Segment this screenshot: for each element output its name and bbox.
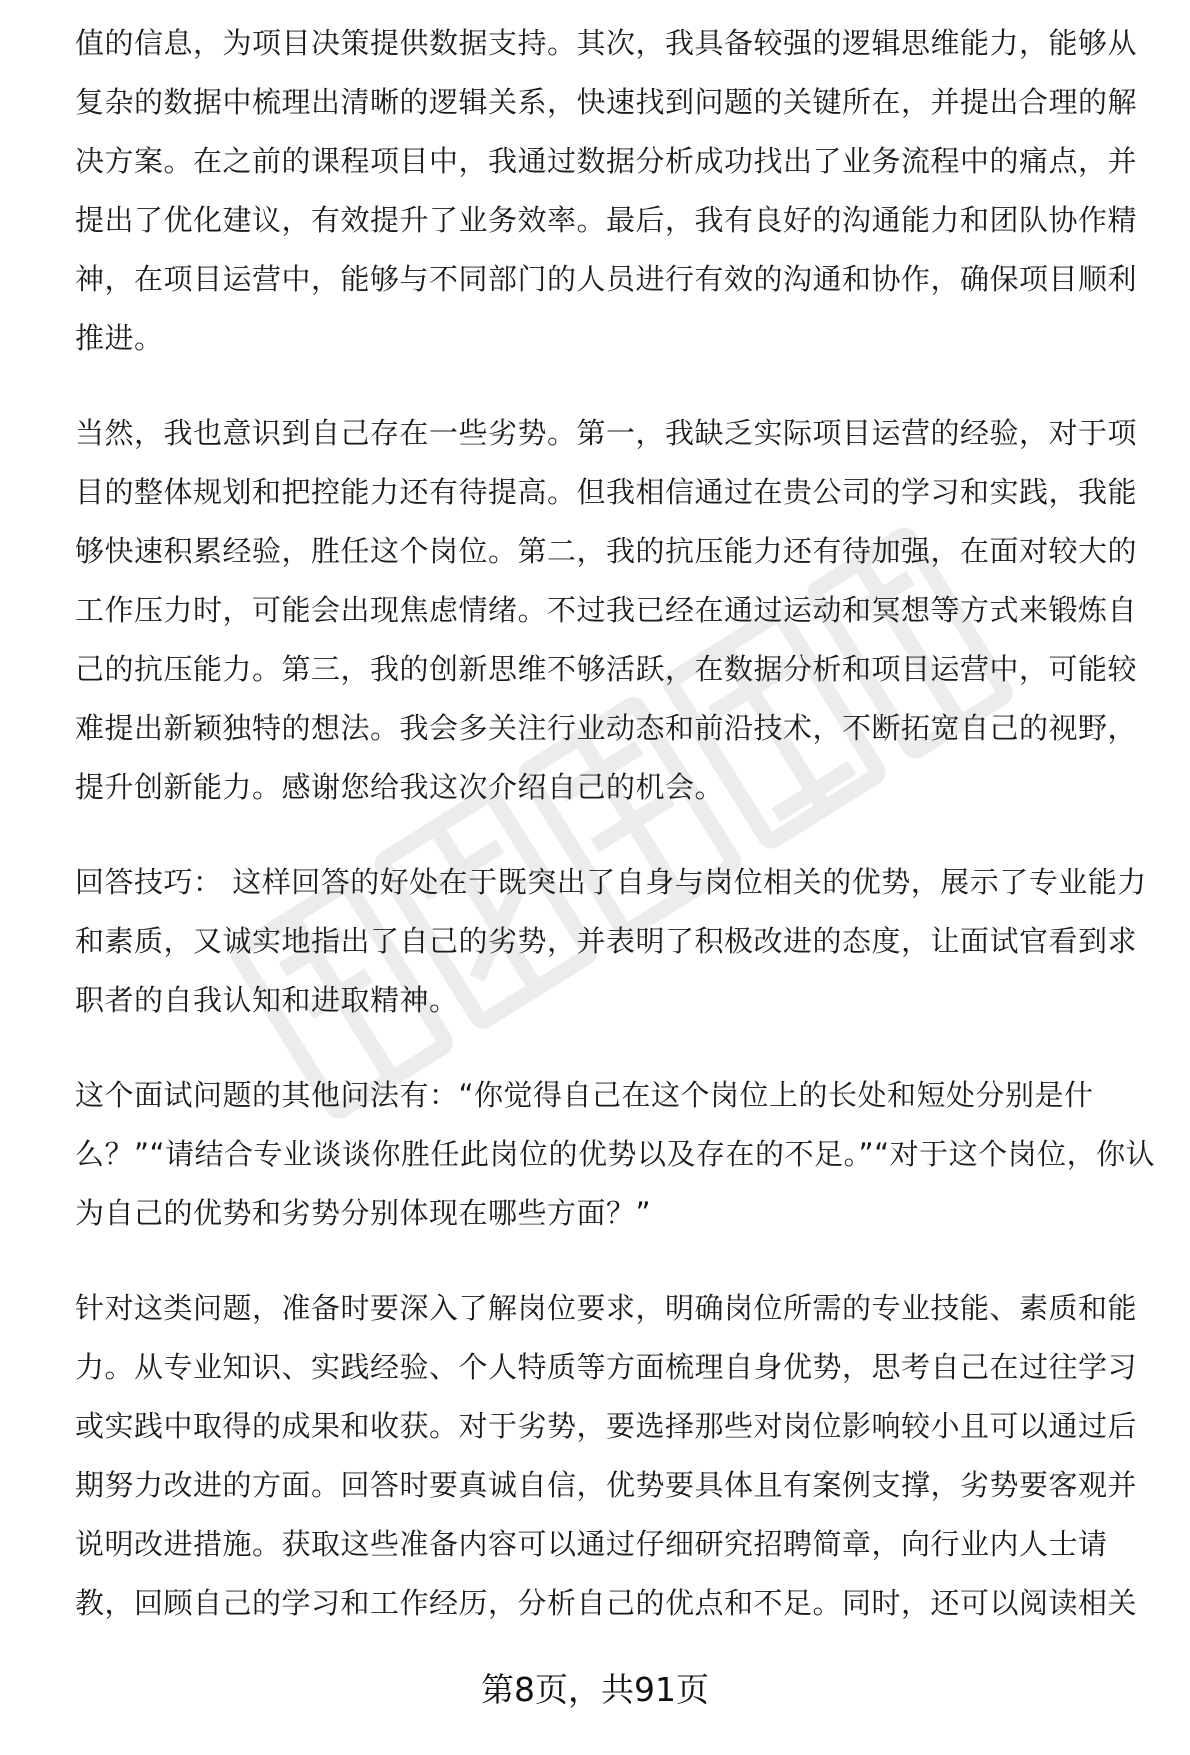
text-line: 为自己的优势和劣势分别体现在哪些方面？” — [75, 1196, 652, 1230]
text-line: 当然，我也意识到自己存在一些劣势。第一，我缺乏实际项目运营的经验，对于项 — [75, 416, 1138, 450]
text-line: 复杂的数据中梳理出清晰的逻辑关系，快速找到问题的关键所在，并提出合理的解 — [75, 85, 1138, 119]
text-line: 或实践中取得的成果和收获。对于劣势，要选择那些对岗位影响较小且可以通过后 — [75, 1409, 1138, 1443]
page-number-footer: 第8页，共91页 — [481, 1670, 709, 1709]
document-body — [75, 14, 1165, 1669]
text-line: 决方案。在之前的课程项目中，我通过数据分析成功找出了业务流程中的痛点，并 — [75, 144, 1138, 178]
paragraph-1 — [75, 14, 1165, 368]
text-line: 己的抗压能力。第三，我的创新思维不够活跃，在数据分析和项目运营中，可能较 — [75, 652, 1138, 686]
text-line: 值的信息，为项目决策提供数据支持。其次，我具备较强的逻辑思维能力，能够从 — [75, 26, 1138, 60]
text-line: 期努力改进的方面。回答时要真诚自信，优势要具体且有案例支撑，劣势要客观并 — [75, 1468, 1138, 1502]
text-line: 够快速积累经验，胜任这个岗位。第二，我的抗压能力还有待加强，在面对较大的 — [75, 534, 1138, 568]
text-line: 么？”“请结合专业谈谈你胜任此岗位的优势以及存在的不足。”“对于这个岗位，你认 — [75, 1137, 1156, 1171]
text-line: 提出了优化建议，有效提升了业务效率。最后，我有良好的沟通能力和团队协作精 — [75, 203, 1138, 237]
paragraph-preparation — [75, 1279, 1165, 1633]
text-line: 职者的自我认知和进取精神。 — [75, 983, 459, 1017]
text-line: 目的整体规划和把控能力还有待提高。但我相信通过在贵公司的学习和实践，我能 — [75, 475, 1138, 509]
text-line: 针对这类问题，准备时要深入了解岗位要求，明确岗位所需的专业技能、素质和能 — [75, 1291, 1138, 1325]
text-line: 提升创新能力。感谢您给我这次介绍自己的机会。 — [75, 770, 725, 804]
text-line: 说明改进措施。获取这些准备内容可以通过仔细研究招聘简章，向行业内人士请 — [75, 1527, 1108, 1561]
text-line: 教，回顾自己的学习和工作经历，分析自己的优点和不足。同时，还可以阅读相关 — [75, 1586, 1138, 1620]
text-line: 这个面试问题的其他问法有：“你觉得自己在这个岗位上的长处和短处分别是什 — [75, 1078, 1094, 1112]
text-line: 难提出新颖独特的想法。我会多关注行业动态和前沿技术，不断拓宽自己的视野， — [75, 711, 1138, 745]
text-line: 推进。 — [75, 321, 164, 355]
text-line: 和素质，又诚实地指出了自己的劣势，并表明了积极改进的态度，让面试官看到求 — [75, 924, 1138, 958]
text-line: 神，在项目运营中，能够与不同部门的人员进行有效的沟通和协作，确保项目顺利 — [75, 262, 1138, 296]
paragraph-other-questions — [75, 1066, 1165, 1243]
text-line: 回答技巧： 这样回答的好处在于既突出了自身与岗位相关的优势，展示了专业能力 — [75, 865, 1147, 899]
paragraph-answer-tips — [75, 853, 1165, 1030]
text-line: 力。从专业知识、实践经验、个人特质等方面梳理自身优势，思考自己在过往学习 — [75, 1350, 1138, 1384]
text-line: 工作压力时，可能会出现焦虑情绪。不过我已经在通过运动和冥想等方式来锻炼自 — [75, 593, 1138, 627]
paragraph-2 — [75, 404, 1165, 817]
